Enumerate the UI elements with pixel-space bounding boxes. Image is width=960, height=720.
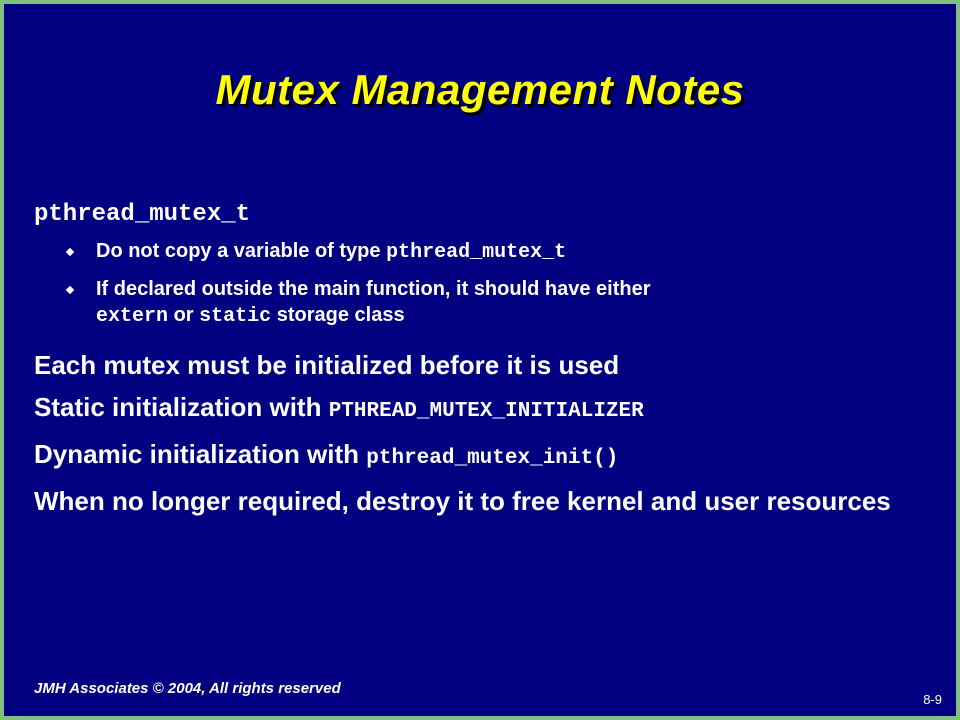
bullet-code-static: static — [199, 305, 272, 328]
page-number: 8-9 — [923, 692, 942, 707]
line-code: PTHREAD_MUTEX_INITIALIZER — [328, 400, 644, 423]
footer-copyright: JMH Associates © 2004, All rights reserved — [34, 680, 341, 697]
slide-title: Mutex Management Notes — [215, 66, 745, 113]
bullet-text: If declared outside the main function, it should have either — [96, 278, 651, 300]
line-code: pthread_mutex_init() — [366, 447, 619, 470]
bullet-text-or: or — [168, 304, 200, 326]
bullet-item-copy — [34, 238, 936, 266]
line-text: Each mutex must be initialized before it is used — [34, 350, 620, 380]
bullet-code-extern: extern — [96, 305, 169, 328]
line-dynamic-init — [34, 439, 936, 474]
bullet-text-storage: storage class — [271, 304, 405, 326]
line-text: When no longer required, destroy it to free kernel and user resources — [34, 486, 891, 516]
slide-content — [34, 200, 936, 528]
line-static-init — [34, 392, 936, 427]
type-heading: pthread_mutex_t — [34, 201, 251, 228]
diamond-bullet-icon — [66, 286, 74, 294]
line-text: Static initialization with — [34, 392, 329, 422]
line-destroy — [34, 486, 936, 516]
bullet-item-storage — [34, 276, 936, 330]
diamond-bullet-icon — [66, 248, 74, 256]
bullet-code: pthread_mutex_t — [386, 241, 567, 264]
line-text: Dynamic initialization with — [34, 439, 367, 469]
line-initialize — [34, 350, 936, 380]
bullet-text: Do not copy a variable of type — [96, 240, 387, 262]
